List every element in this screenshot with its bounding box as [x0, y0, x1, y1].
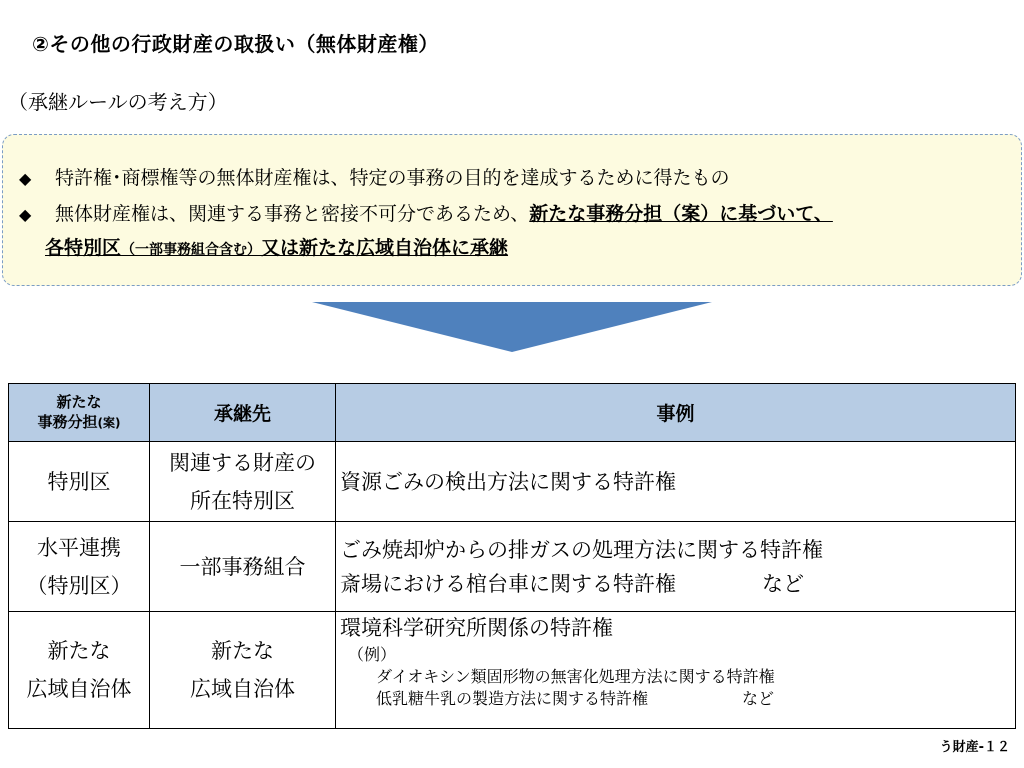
principle-box: [2, 134, 1022, 286]
bullet-text-3-emphasis-a: 各特別区: [45, 237, 122, 259]
diamond-icon: ◆: [19, 169, 32, 188]
row2-examples: ごみ焼却炉からの排ガスの処理方法に関する特許権 斎場における棺台車に関する特許権 など: [336, 522, 1016, 612]
down-arrow-icon: [312, 302, 712, 352]
bullet-line-2: [19, 199, 833, 226]
row2-successor: 一部事務組合: [150, 522, 336, 612]
table-row: [9, 522, 1016, 612]
row3-examples: 環境科学研究所関係の特許権 （例） ダイオキシン類固形物の無害化処理方法に関する特許権 低乳糖牛乳の製造方法に関する特許権 など: [336, 612, 1016, 729]
header-successor: 承継先: [150, 384, 336, 442]
bullet-text-2-emphasis: 新たな事務分担（案）に基づいて、: [529, 203, 833, 225]
row1-division: 特別区: [9, 442, 150, 522]
table-header-row: [9, 384, 1016, 442]
bullet-line-3: [45, 233, 508, 260]
bullet-text-1: 特許権･商標権等の無体財産権は、特定の事務の目的を達成するために得たもの: [55, 167, 730, 189]
page-number: う財産-１２: [939, 740, 1010, 755]
row3-successor: 新たな 広域自治体: [150, 612, 336, 729]
diamond-icon: ◆: [19, 205, 32, 224]
header-examples: 事例: [336, 384, 1016, 442]
table-row: [9, 612, 1016, 729]
bullet-line-1: [19, 163, 730, 190]
bullet-text-3-note: （一部事務組合含む）: [121, 242, 262, 258]
section-subtitle: （承継ルールの考え方）: [8, 90, 228, 114]
row3-division: 新たな 広域自治体: [9, 612, 150, 729]
table-row: [9, 442, 1016, 522]
bullet-text-3-emphasis-b: 又は新たな広域自治体に承継: [261, 237, 509, 259]
bullet-text-2: 無体財産権は、関連する事務と密接不可分であるため、: [55, 203, 530, 225]
header-new-division: 新たな 事務分担(案): [9, 384, 150, 442]
succession-table: [8, 383, 1016, 729]
page-title: ②その他の行政財産の取扱い（無体財産権）: [32, 32, 439, 56]
row1-examples: 資源ごみの検出方法に関する特許権: [336, 442, 1016, 522]
row1-successor: 関連する財産の 所在特別区: [150, 442, 336, 522]
row2-division: 水平連携 （特別区）: [9, 522, 150, 612]
